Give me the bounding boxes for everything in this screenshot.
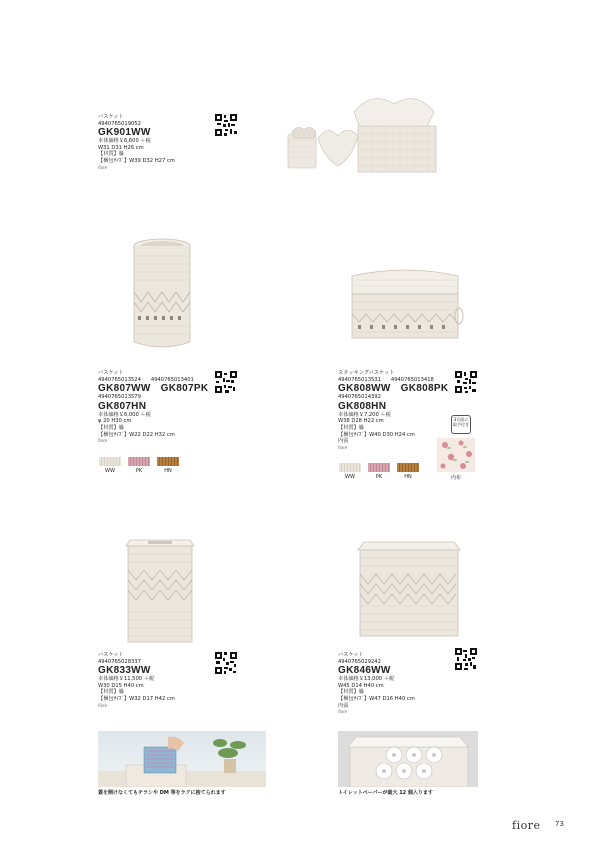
jan-code: 4940765014392 bbox=[338, 394, 381, 401]
swatch-hn bbox=[397, 463, 419, 472]
swatch-hn bbox=[157, 457, 179, 466]
product-code: GK807PK bbox=[160, 383, 209, 395]
swatch-ww bbox=[99, 457, 121, 466]
usage-photo-gk833 bbox=[98, 731, 266, 787]
product-pack-size: 【梱包ｻｲｽﾞ】W39 D32 H27 cm bbox=[98, 157, 175, 164]
jan-code: 4940765013531 bbox=[338, 376, 381, 383]
brand-mark: fiore bbox=[338, 709, 348, 715]
product-material: 【材質】籐 bbox=[98, 151, 124, 158]
jan-code: 4940765013418 bbox=[390, 376, 434, 383]
product-code: GK808WW bbox=[338, 383, 391, 395]
product-price: 本体価格￥6,600 ＋税 bbox=[98, 138, 151, 145]
page-number: 73 bbox=[555, 820, 564, 828]
swatch-label: HN bbox=[164, 468, 172, 474]
inner-fabric-swatch bbox=[437, 438, 475, 472]
qr-code[interactable] bbox=[215, 371, 237, 393]
jan-code: 4940765019052 bbox=[98, 120, 141, 127]
product-pack-size: 【梱包ｻｲｽﾞ】W40 D30 H24 cm bbox=[338, 431, 415, 438]
product-price: 本体価格￥11,500 ＋税 bbox=[98, 676, 155, 683]
jan-code: 4940765013524 bbox=[98, 376, 141, 383]
qr-code[interactable] bbox=[215, 652, 237, 674]
product-code: GK901WW bbox=[98, 127, 151, 139]
product-price: 本体価格￥6,000 ＋税 bbox=[98, 411, 151, 418]
inner-fabric-label: 内布 bbox=[450, 475, 461, 481]
product-category: バスケット bbox=[98, 370, 124, 376]
qr-code[interactable] bbox=[455, 648, 477, 670]
brand-mark: fiore bbox=[98, 702, 108, 708]
footer-brand: fiore bbox=[512, 819, 541, 832]
product-photo-gk808 bbox=[344, 266, 466, 342]
product-photo-gk807 bbox=[124, 236, 200, 354]
usage-caption: トイレットペーパーが最大 12 個入ります bbox=[338, 790, 433, 796]
brand-mark: fiore bbox=[98, 164, 108, 170]
usage-photo-gk846 bbox=[338, 731, 478, 787]
usage-caption: 蓋を開けなくてもチラシや DM 等をラクに捨てられます bbox=[98, 790, 226, 796]
product-code: GK846WW bbox=[338, 665, 391, 677]
swatch-pk bbox=[368, 463, 390, 472]
jan-code: 4940765029242 bbox=[338, 658, 381, 665]
product-size: W31 D31 H26 cm bbox=[98, 144, 144, 151]
product-size: W45 D14 H40 cm bbox=[338, 682, 384, 689]
jan-code: 4940765013401 bbox=[150, 376, 194, 383]
product-pack-size: 【梱包ｻｲｽﾞ】W32 D17 H42 cm bbox=[98, 695, 175, 702]
product-code: GK808PK bbox=[400, 383, 449, 395]
swatch-pk bbox=[128, 457, 150, 466]
swatch-label: PK bbox=[375, 474, 383, 480]
swatch-ww bbox=[339, 463, 361, 472]
product-code: GK807HN bbox=[98, 400, 147, 412]
product-material: 【材質】籐 bbox=[98, 689, 124, 696]
swatch-label: PK bbox=[135, 468, 143, 474]
product-pack-size: 【梱包ｻｲｽﾞ】W47 D16 H40 cm bbox=[338, 695, 415, 702]
product-size: W30 D15 H40 cm bbox=[98, 682, 144, 689]
product-photo-gk846 bbox=[352, 536, 466, 640]
brand-mark: fiore bbox=[98, 438, 108, 444]
product-material: 【材質】籐 bbox=[338, 424, 364, 431]
product-category: バスケット bbox=[98, 652, 124, 658]
swatch-label: HN bbox=[404, 474, 412, 480]
product-code: GK807WW bbox=[98, 383, 151, 395]
product-material: 【材質】籐 bbox=[98, 424, 124, 431]
brand-mark: fiore bbox=[338, 444, 348, 450]
product-code: GK808HN bbox=[338, 400, 387, 412]
product-pack-size: 【梱包ｻｲｽﾞ】W22 D22 H32 cm bbox=[98, 431, 175, 438]
product-price: 本体価格￥13,000 ＋税 bbox=[338, 676, 395, 683]
product-code: GK833WW bbox=[98, 665, 151, 677]
product-photo-gk833 bbox=[120, 536, 200, 644]
product-category: バスケット bbox=[338, 652, 364, 658]
product-price: 本体価格￥7,200 ＋税 bbox=[338, 411, 391, 418]
swatch-label: WW bbox=[105, 468, 115, 474]
product-category: バスケット bbox=[98, 114, 124, 120]
jan-code: 4940765028337 bbox=[98, 658, 141, 665]
product-size: W38 D28 H22 cm bbox=[338, 418, 384, 425]
product-lining: 内張 bbox=[338, 438, 349, 445]
product-category: スタッキングバスケット bbox=[338, 370, 395, 376]
handles-badge: 3方面に 取手付き bbox=[451, 415, 471, 434]
swatch-label: WW bbox=[345, 474, 355, 480]
jan-code: 4940765013579 bbox=[98, 394, 141, 401]
product-material: 【材質】籐 bbox=[338, 689, 364, 696]
qr-code[interactable] bbox=[215, 114, 237, 136]
product-photo-gk901 bbox=[282, 88, 452, 176]
product-lining: 内張 bbox=[338, 702, 349, 709]
product-size: φ 20 H30 cm bbox=[98, 418, 132, 425]
qr-code[interactable] bbox=[455, 371, 477, 393]
